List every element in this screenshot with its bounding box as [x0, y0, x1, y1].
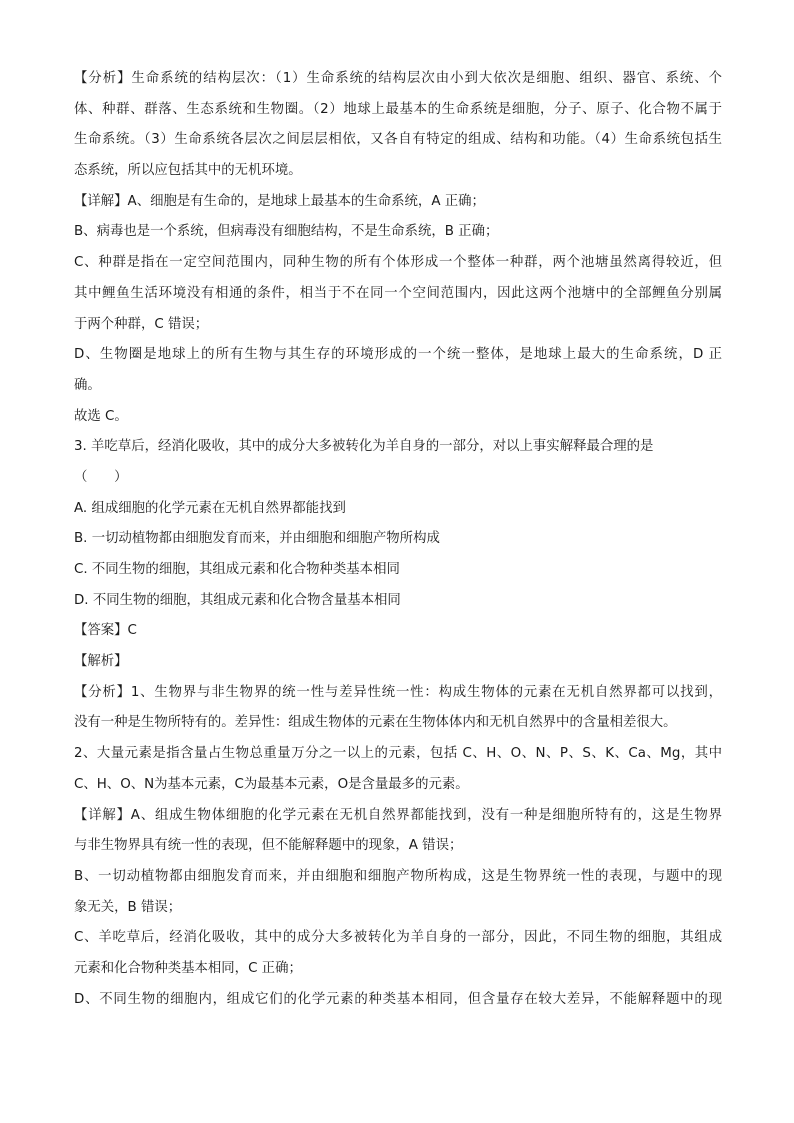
analysis-line: 【分析】生命系统的结构层次：（1）生命系统的结构层次由小到大依次是细胞、组织、器官、系统、个 — [74, 71, 722, 86]
question-blank: （ ） — [74, 469, 128, 485]
detail-line: D、生物圈是地球上的所有生物与其生存的环境形成的一个统一整体，是地球上最大的生命系统，D 正 — [74, 347, 722, 363]
detail-line: 元素和化合物种类基本相同，C 正确； — [74, 960, 302, 976]
detail-line: 象无关，B 错误； — [74, 899, 182, 915]
detail-line: C、羊吃草后，经消化吸收，其中的成分大多被转化为羊自身的一部分，因此，不同生物的细胞，其组成 — [74, 930, 722, 946]
detail-line: 【详解】A、细胞是有生命的，是地球上最基本的生命系统，A 正确； — [74, 193, 485, 209]
analysis-line: 没有一种是生物所特有的。差异性：组成生物体的元素在生物体体内和无机自然界中的含量相差很大。 — [74, 715, 677, 731]
analysis-line: 2、大量元素是指含量占生物总重量万分之一以上的元素，包括 C、H、O、N、P、S、K、Ca、Mg，其中 — [74, 746, 722, 762]
analysis-line: 生命系统。（3）生命系统各层次之间层层相依，又各自有特定的组成、结构和功能。（4）生命系统包括生 — [74, 132, 722, 148]
detail-line: 其中鲤鱼生活环境没有相通的条件，相当于不在同一个空间范围内，因此这两个池塘中的全部鲤鱼分别属 — [74, 285, 722, 301]
analysis-line: 体、种群、群落、生态系统和生物圈。（2）地球上最基本的生命系统是细胞，分子、原子、化合物不属于 — [74, 101, 722, 117]
answer-line: 【答案】C — [74, 623, 137, 639]
detail-line: 与非生物界具有统一性的表现，但不能解释题中的现象，A 错误； — [74, 838, 463, 854]
question-text: 3. 羊吃草后，经消化吸收，其中的成分大多被转化为羊自身的一部分，对以上事实解释最合理的是 — [74, 439, 654, 455]
detail-line: 【详解】A、组成生物体细胞的化学元素在无机自然界都能找到，没有一种是细胞所特有的，这是生物界 — [74, 807, 722, 823]
option-c: C. 不同生物的细胞，其组成元素和化合物种类基本相同 — [74, 562, 400, 577]
detail-line: C、种群是指在一定空间范围内，同种生物的所有个体形成一个整体一种群，两个池塘虽然离得较近，但 — [74, 255, 722, 271]
option-b: B. 一切动植物都由细胞发育而来，并由细胞和细胞产物所构成 — [74, 531, 440, 547]
option-d: D. 不同生物的细胞，其组成元素和化合物含量基本相同 — [74, 592, 401, 608]
document-page — [74, 64, 722, 1015]
detail-line: 确。 — [74, 377, 101, 393]
answer-choice-line: 故选 C。 — [74, 408, 128, 424]
analysis-line: 态系统，所以应包括其中的无机环境。 — [74, 163, 302, 179]
detail-line: D、不同生物的细胞内，组成它们的化学元素的种类基本相同，但含量存在较大差异，不能解释题中的现 — [74, 991, 722, 1007]
detail-line: B、一切动植物都由细胞发育而来，并由细胞和细胞产物所构成，这是生物界统一性的表现，与题中的现 — [74, 868, 722, 884]
detail-line: B、病毒也是一个系统，但病毒没有细胞结构，不是生命系统，B 正确； — [74, 224, 499, 240]
option-a: A. 组成细胞的化学元素在无机自然界都能找到 — [74, 500, 346, 516]
explanation-heading: 【解析】 — [74, 654, 128, 670]
analysis-line: 【分析】1、生物界与非生物界的统一性与差异性统一性：构成生物体的元素在无机自然界都可以找到， — [74, 684, 722, 700]
analysis-line: C、H、O、N为基本元素，C为最基本元素，O是含量最多的元素。 — [74, 776, 469, 792]
detail-line: 于两个种群，C 错误； — [74, 316, 209, 332]
